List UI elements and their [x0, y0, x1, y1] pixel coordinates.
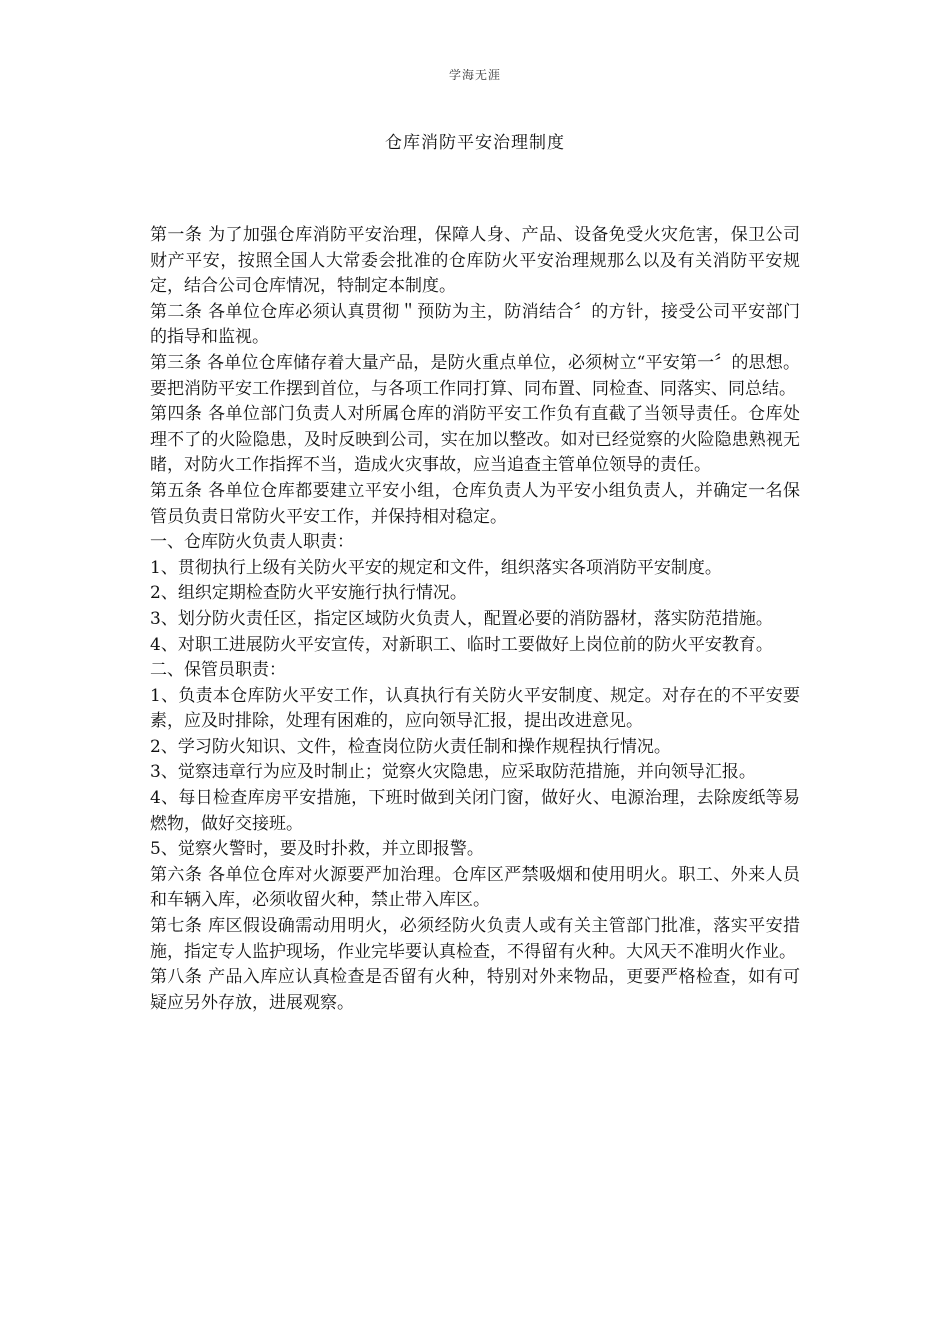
list-item: 1、负责本仓库防火平安工作，认真执行有关防火平安制度、规定。对存在的不平安要素，应及时排除，处理有困难的，应向领导汇报，提出改进意见。	[150, 685, 800, 732]
page-header: 学海无涯	[448, 68, 501, 82]
article-5: 第五条 各单位仓库都要建立平安小组，仓库负责人为平安小组负责人，并确定一名保管员负责日常防火平安工作，并保持相对稳定。	[150, 480, 800, 527]
section-heading-fire-officer: 一、仓库防火负责人职责：	[150, 532, 354, 553]
list-item: 3、划分防火责任区，指定区域防火负责人，配置必要的消防器材，落实防范措施。	[150, 608, 773, 629]
list-item: 3、觉察违章行为应及时制止；觉察火灾隐患，应采取防范措施，并向领导汇报。	[150, 762, 756, 783]
list-item: 4、对职工进展防火平安宣传，对新职工、临时工要做好上岗位前的防火平安教育。	[150, 634, 773, 655]
article-3: 第三条 各单位仓库储存着大量产品，是防火重点单位，必须树立“平安第一〞的思想。要把消防平安工作摆到首位，与各项工作同打算、同布置、同检查、同落实、同总结。	[150, 352, 800, 399]
article-2: 第二条 各单位仓库必须认真贯彻＂预防为主，防消结合〞的方针，接受公司平安部门的指导和监视。	[150, 301, 800, 348]
document-title: 仓库消防平安治理制度	[385, 133, 565, 153]
article-6: 第六条 各单位仓库对火源要严加治理。仓库区严禁吸烟和使用明火。职工、外来人员和车辆入库，必须收留火种，禁止带入库区。	[150, 864, 800, 911]
list-item: 4、每日检查库房平安措施，下班时做到关闭门窗，做好火、电源治理，去除废纸等易燃物，做好交接班。	[150, 788, 800, 834]
article-7: 第七条 库区假设确需动用明火，必须经防火负责人或有关主管部门批准，落实平安措施，指定专人监护现场，作业完毕要认真检查，不得留有火种。大风天不准明火作业。	[150, 916, 800, 962]
article-4: 第四条 各单位部门负责人对所属仓库的消防平安工作负有直截了当领导责任。仓库处理不了的火险隐患，及时反映到公司，实在加以整改。如对已经觉察的火险隐患熟视无睹，对防火工作指挥不当，造成火灾事故，应当追查主管单位领导的责任。	[150, 404, 800, 476]
list-item: 2、组织定期检查防火平安施行执行情况。	[150, 583, 467, 604]
article-8: 第八条 产品入库应认真检查是否留有火种，特别对外来物品，更要严格检查，如有可疑应另外存放，进展观察。	[150, 967, 800, 1013]
document-body	[150, 223, 800, 1016]
article-1: 第一条 为了加强仓库消防平安治理，保障人身、产品、设备免受火灾危害，保卫公司财产平安，按照全国人大常委会批准的仓库防火平安治理规那么以及有关消防平安规定，结合公司仓库情况，特制定本制度。	[150, 225, 800, 297]
list-item: 5、觉察火警时，要及时扑救，并立即报警。	[150, 839, 484, 860]
section-heading-keeper: 二、保管员职责：	[150, 660, 286, 681]
list-item: 1、贯彻执行上级有关防火平安的规定和文件，组织落实各项消防平安制度。	[150, 557, 722, 578]
list-item: 2、学习防火知识、文件，检查岗位防火责任制和操作规程执行情况。	[150, 736, 671, 757]
